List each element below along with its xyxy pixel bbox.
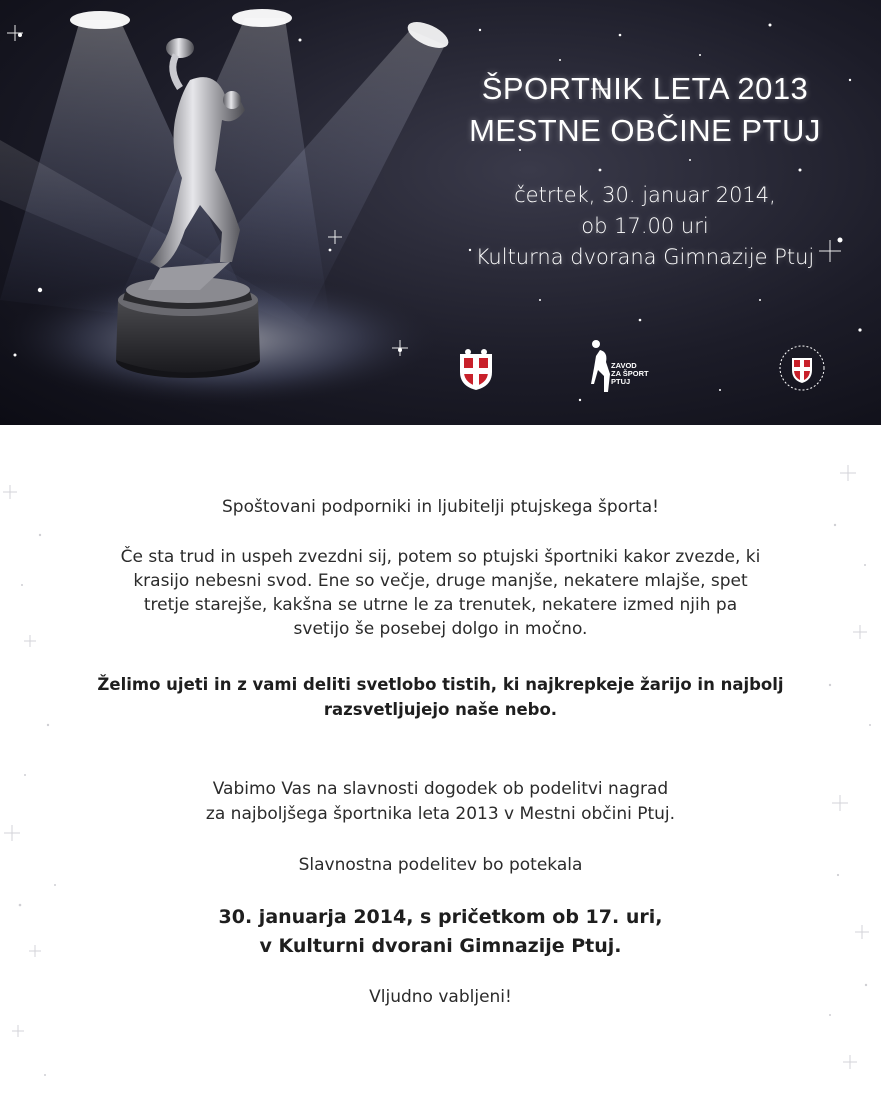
- para5-line2: v Kulturni dvorani Gimnazije Ptuj.: [259, 935, 622, 957]
- event-date: četrtek, 30. januar 2014,: [514, 183, 776, 207]
- ptuj-coat-of-arms-icon: [452, 344, 500, 392]
- ceremony-intro: Slavnostna podelitev bo potekala: [298, 855, 583, 875]
- para1-line1: Če sta trud in uspeh zvezdni sij, potem so ptujski športniki kakor zvezde, ki: [120, 547, 761, 567]
- zavod-logo-line1: ZAVOD: [611, 361, 637, 370]
- banner-title-line1: ŠPORTNIK LETA 2013: [481, 71, 809, 106]
- para3-line1: Vabimo Vas na slavnosti dogodek ob podelitvi nagrad: [212, 779, 669, 799]
- para3-line2: za najboljšega športnika leta 2013 v Mestni občini Ptuj.: [205, 804, 676, 824]
- closing: Vljudno vabljeni!: [369, 987, 512, 1007]
- para1-line2: krasijo nebesni svod. Ene so večje, druge manjše, nekatere mlajše, spet: [133, 571, 748, 591]
- para1-line3: tretje starejše, kakšna se utrne le za trenutek, nekatere izmed njih pa: [143, 595, 738, 615]
- para5-line1: 30. januarja 2014, s pričetkom ob 17. uri,: [218, 906, 663, 928]
- para1-line4: svetijo še posebej dolgo in močno.: [293, 619, 588, 639]
- event-time: ob 17.00 uri: [581, 214, 709, 238]
- zavod-logo-text: [611, 362, 649, 386]
- banner-title: [430, 68, 860, 152]
- para2-line2: razsvetljujejo naše nebo.: [323, 700, 558, 719]
- zavod-logo-line2: ZA ŠPORT: [611, 369, 649, 378]
- event-details: [430, 180, 860, 273]
- zavod-logo-line3: PTUJ: [611, 377, 631, 386]
- banner-title-line2: MESTNE OBČINE PTUJ: [469, 113, 821, 148]
- sports-union-emblem-icon: [778, 344, 826, 392]
- para2-line1: Želimo ujeti in z vami deliti svetlobo tistih, ki najkrepkeje žarijo in najbolj: [97, 675, 784, 694]
- event-venue: Kulturna dvorana Gimnazije Ptuj: [475, 245, 815, 269]
- greeting: Spoštovani podporniki in ljubitelji ptujskega športa!: [221, 497, 659, 517]
- event-banner: [0, 0, 881, 425]
